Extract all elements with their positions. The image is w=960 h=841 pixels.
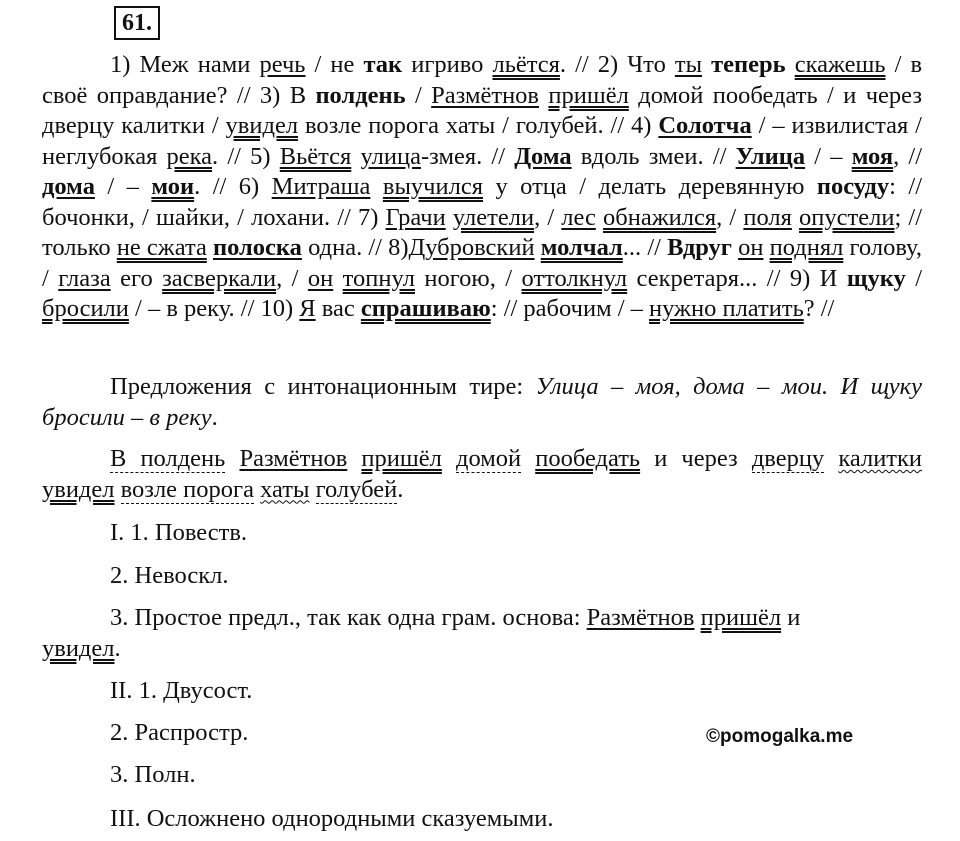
para1-segment: Улица	[735, 142, 806, 170]
para1-segment: бросили	[42, 295, 129, 322]
para1-segment: увидел	[225, 112, 299, 139]
para1-segment	[792, 204, 799, 231]
para1-segment: спрашиваю	[360, 295, 491, 322]
para1-segment: топнул	[342, 264, 415, 292]
analysis-line-2: 2. Невоскл.	[110, 562, 229, 589]
para1-segment: обнажился	[603, 203, 717, 231]
para1-segment: Вьётся	[279, 142, 352, 170]
para1-segment: посуду	[816, 173, 890, 200]
para1-segment: выучился	[382, 173, 483, 200]
para1-segment: скажешь	[794, 51, 886, 78]
para1-segment: теперь	[711, 51, 786, 78]
para3-segment	[309, 476, 315, 503]
para1-segment: / – извилистая / неглубокая	[42, 112, 922, 170]
para1-segment: . // 6)	[194, 173, 272, 200]
para1-segment: улица	[360, 142, 421, 170]
para1-segment: он	[307, 264, 334, 292]
para1-segment: вдоль змеи. //	[571, 142, 736, 170]
para1-segment: полдень	[315, 81, 406, 109]
para1-segment: Митраша	[271, 173, 371, 200]
para1-segment: . // 5)	[212, 142, 280, 170]
para1-segment: секретаря... // 9) И	[627, 264, 847, 292]
para1-segment	[333, 265, 342, 292]
para3-segment: увидел	[42, 475, 115, 503]
para1-segment: улетели	[452, 203, 535, 231]
para1-segment: ? //	[803, 295, 835, 322]
para3-segment: домой	[455, 445, 522, 472]
analysis-line-7: III. Осложнено однородными сказуемыми.	[110, 805, 554, 832]
parsed-sentence	[42, 444, 922, 505]
para1-segment	[786, 51, 795, 78]
predicate-word-1: пришёл	[700, 604, 782, 631]
note-end: .	[211, 403, 218, 431]
para3-segment: и через	[640, 445, 752, 472]
para3-segment: пообедать	[535, 445, 641, 472]
para1-segment: , //	[893, 142, 923, 170]
para3-segment: .	[397, 475, 404, 503]
para1-segment	[370, 173, 382, 200]
para1-segment: Вдруг	[667, 234, 732, 261]
analysis-line-3-end: .	[114, 634, 121, 662]
para1-segment: Солотча	[658, 112, 752, 139]
exercise-number: 61.	[114, 6, 160, 40]
para1-segment: лес	[561, 203, 596, 231]
analysis-line-4: II. 1. Двусост.	[110, 677, 253, 704]
para1-segment: -змея. //	[420, 142, 515, 170]
para1-segment: ты	[674, 51, 703, 78]
para1-segment: ногою, /	[414, 264, 522, 292]
para1-segment: / – в реку. // 10)	[128, 295, 300, 322]
para1-segment: он	[738, 234, 764, 261]
para3-segment: Размётнов	[239, 445, 348, 472]
para1-segment: /	[405, 81, 432, 109]
para1-segment: поля	[743, 203, 792, 231]
conjunction: и	[781, 604, 801, 631]
para3-segment	[442, 445, 456, 472]
para1-segment: / в своё оправдание? // 3) В	[42, 51, 923, 109]
para3-segment	[225, 445, 239, 472]
para3-segment	[115, 476, 121, 503]
para1-segment: Дубровский	[408, 234, 535, 261]
para3-segment: пришёл	[361, 445, 442, 472]
para3-segment: голубей	[315, 475, 398, 503]
analysis-line-1: I. 1. Повеств.	[110, 519, 248, 546]
para1-segment: : // рабочим / –	[490, 295, 650, 322]
para3-segment: В полдень	[110, 445, 226, 472]
para1-segment: 1) Меж нами	[110, 51, 260, 78]
para1-segment: / –	[805, 142, 852, 170]
para1-segment: /	[905, 264, 922, 292]
para1-segment: глаза	[58, 264, 111, 292]
para1-segment: река	[166, 142, 213, 170]
analysis-line-3	[42, 603, 922, 664]
note-examples: Улица – моя, дома – мои. И щуку бросили – в реку	[42, 373, 923, 431]
para1-segment: : // бочонки, / шайки, / лохани. // 7)	[42, 173, 923, 231]
para1-segment: дома	[42, 173, 95, 200]
note-lead: Предложения с интонационным тире:	[110, 373, 536, 400]
analysis-line-6: 3. Полн.	[110, 761, 196, 788]
para1-segment: щуку	[846, 264, 906, 292]
para1-segment: пришёл	[548, 81, 629, 109]
para3-segment	[521, 445, 535, 472]
para1-segment: Размётнов	[431, 81, 540, 109]
para1-segment: ... //	[622, 234, 668, 261]
para1-segment: одна. // 8)	[301, 234, 409, 261]
para1-segment: не сжата	[116, 234, 207, 261]
para1-segment: возле порога хаты / голубей. // 4)	[298, 112, 659, 139]
para1-segment	[596, 204, 603, 231]
para1-segment: ; // только	[42, 203, 923, 261]
para1-segment: полоска	[213, 234, 302, 261]
para1-segment: моя	[851, 142, 894, 170]
para1-segment: молчал	[540, 234, 623, 261]
watermark: ©pomogalka.me	[706, 726, 854, 747]
para1-segment: мои	[151, 173, 195, 200]
para1-segment: вас	[315, 295, 361, 322]
para1-segment: / не	[305, 51, 364, 78]
para1-segment: голову, /	[42, 234, 922, 292]
para1-segment: домой пообедать / и через дверцу калитки /	[42, 81, 922, 139]
para1-segment: его	[110, 264, 163, 292]
subject-word: Размётнов	[586, 604, 695, 631]
para1-segment	[446, 204, 453, 231]
para1-segment: льётся	[492, 51, 560, 78]
para1-segment: . // 2) Что	[559, 51, 675, 78]
para1-segment: , /	[716, 203, 744, 231]
para3-segment	[824, 445, 838, 472]
predicate-word-2: увидел	[42, 634, 115, 662]
para1-segment: засверкали	[162, 264, 277, 292]
para1-segment: игриво	[402, 51, 493, 78]
analysis-line-3-text: 3. Простое предл., так как одна грам. основа:	[110, 604, 587, 631]
para1-segment: поднял	[769, 234, 844, 261]
para3-segment: возле порога	[120, 475, 254, 503]
para1-segment: , /	[534, 203, 562, 231]
para1-segment: / –	[94, 173, 152, 200]
para3-segment	[347, 445, 361, 472]
para1-segment: речь	[259, 51, 306, 78]
para3-segment: калитки	[838, 445, 923, 472]
para1-segment: у отца / делать деревянную	[482, 173, 817, 200]
para1-segment: Я	[299, 295, 316, 322]
para1-segment: опустели	[799, 203, 895, 231]
para1-segment: , /	[276, 264, 308, 292]
para1-segment	[539, 82, 548, 109]
dash-sentences-note	[42, 372, 922, 433]
analysis-line-5: 2. Распростр.	[110, 719, 249, 746]
para1-segment: Грачи	[385, 203, 446, 231]
para3-segment: хаты	[260, 475, 310, 503]
para1-segment: так	[363, 51, 403, 78]
para1-segment: нужно платить	[649, 295, 804, 322]
para3-segment: дверцу	[751, 445, 825, 472]
para1-segment	[702, 51, 711, 78]
exercise-text	[42, 50, 922, 325]
para1-segment: Дома	[514, 142, 572, 170]
para1-segment: оттолкнул	[521, 264, 628, 292]
